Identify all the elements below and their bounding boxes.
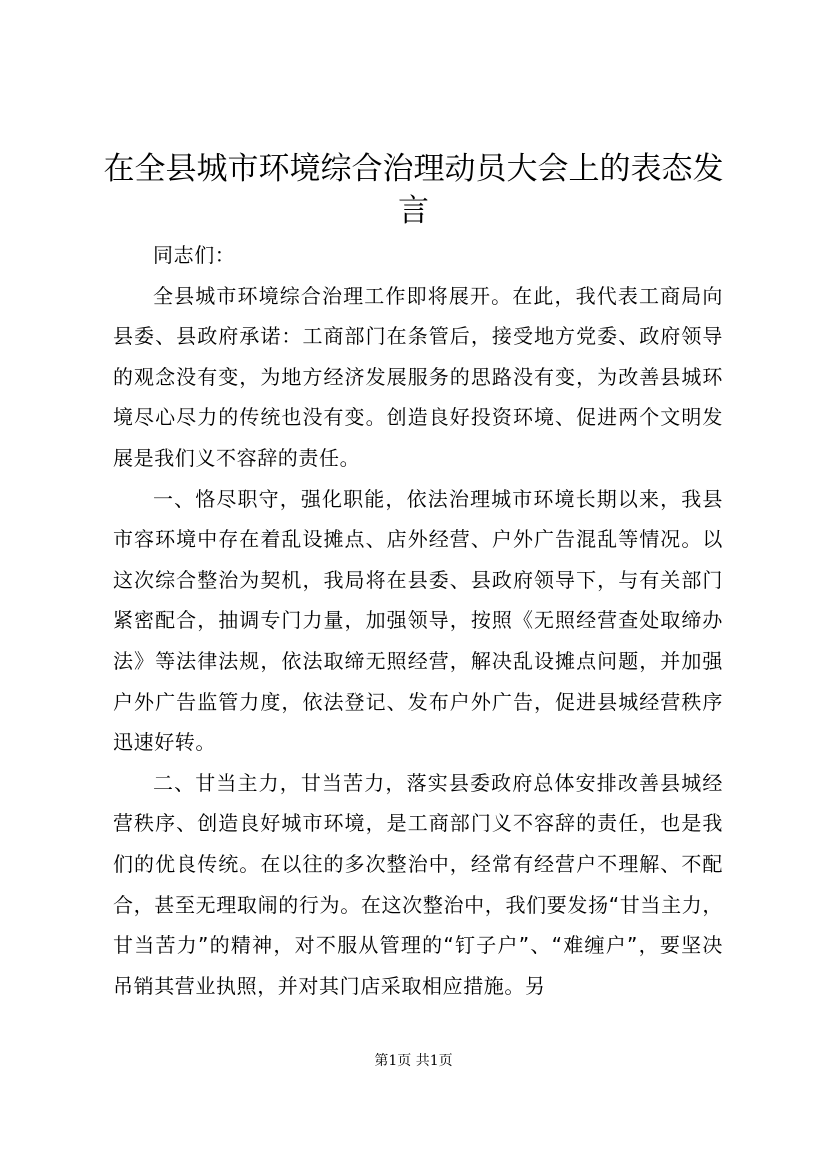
paragraph-section-one: 一、恪尽职守，强化职能，依法治理城市环境长期以来，我县市容环境中存在着乱设摊点、店外经营、户外广告混乱等情况。以这次综合整治为契机，我局将在县委、县政府领导下，与有关部门紧密配合，抽调专门力量，加强领导，按照《无照经营查处取缔办法》等法律法规，依法取缔无照经营，解决乱设摊点问题，并加强户外广告监管力度，依法登记、发布户外广告，促进县城经营秩序迅速好转。 <box>113 486 723 755</box>
paragraph-section-two: 二、甘当主力，甘当苦力，落实县委政府总体安排改善县城经营秩序、创造良好城市环境，是工商部门义不容辞的责任，也是我们的优良传统。在以往的多次整治中，经常有经营户不理解、不配合，甚至无理取闹的行为。在这次整治中，我们要发扬“甘当主力，甘当苦力”的精神，对不服从管理的“钉子户”、“难缠户”，要坚决吊销其营业执照，并对其门店采取相应措施。另 <box>113 770 723 998</box>
paragraph-intro: 全县城市环境综合治理工作即将展开。在此，我代表工商局向县委、县政府承诺：工商部门在条管后，接受地方党委、政府领导的观念没有变，为地方经济发展服务的思路没有变，为改善县城环境尽心尽力的传统也没有变。创造良好投资环境、促进两个文明发展是我们义不容辞的责任。 <box>113 283 723 470</box>
page-footer: 第1页 共1页 <box>374 1053 453 1069</box>
salutation: 同志们： <box>153 243 236 267</box>
document-title: 在全县城市环境综合治理动员大会上的表态发言 <box>103 151 724 229</box>
document-body <box>113 235 723 1006</box>
